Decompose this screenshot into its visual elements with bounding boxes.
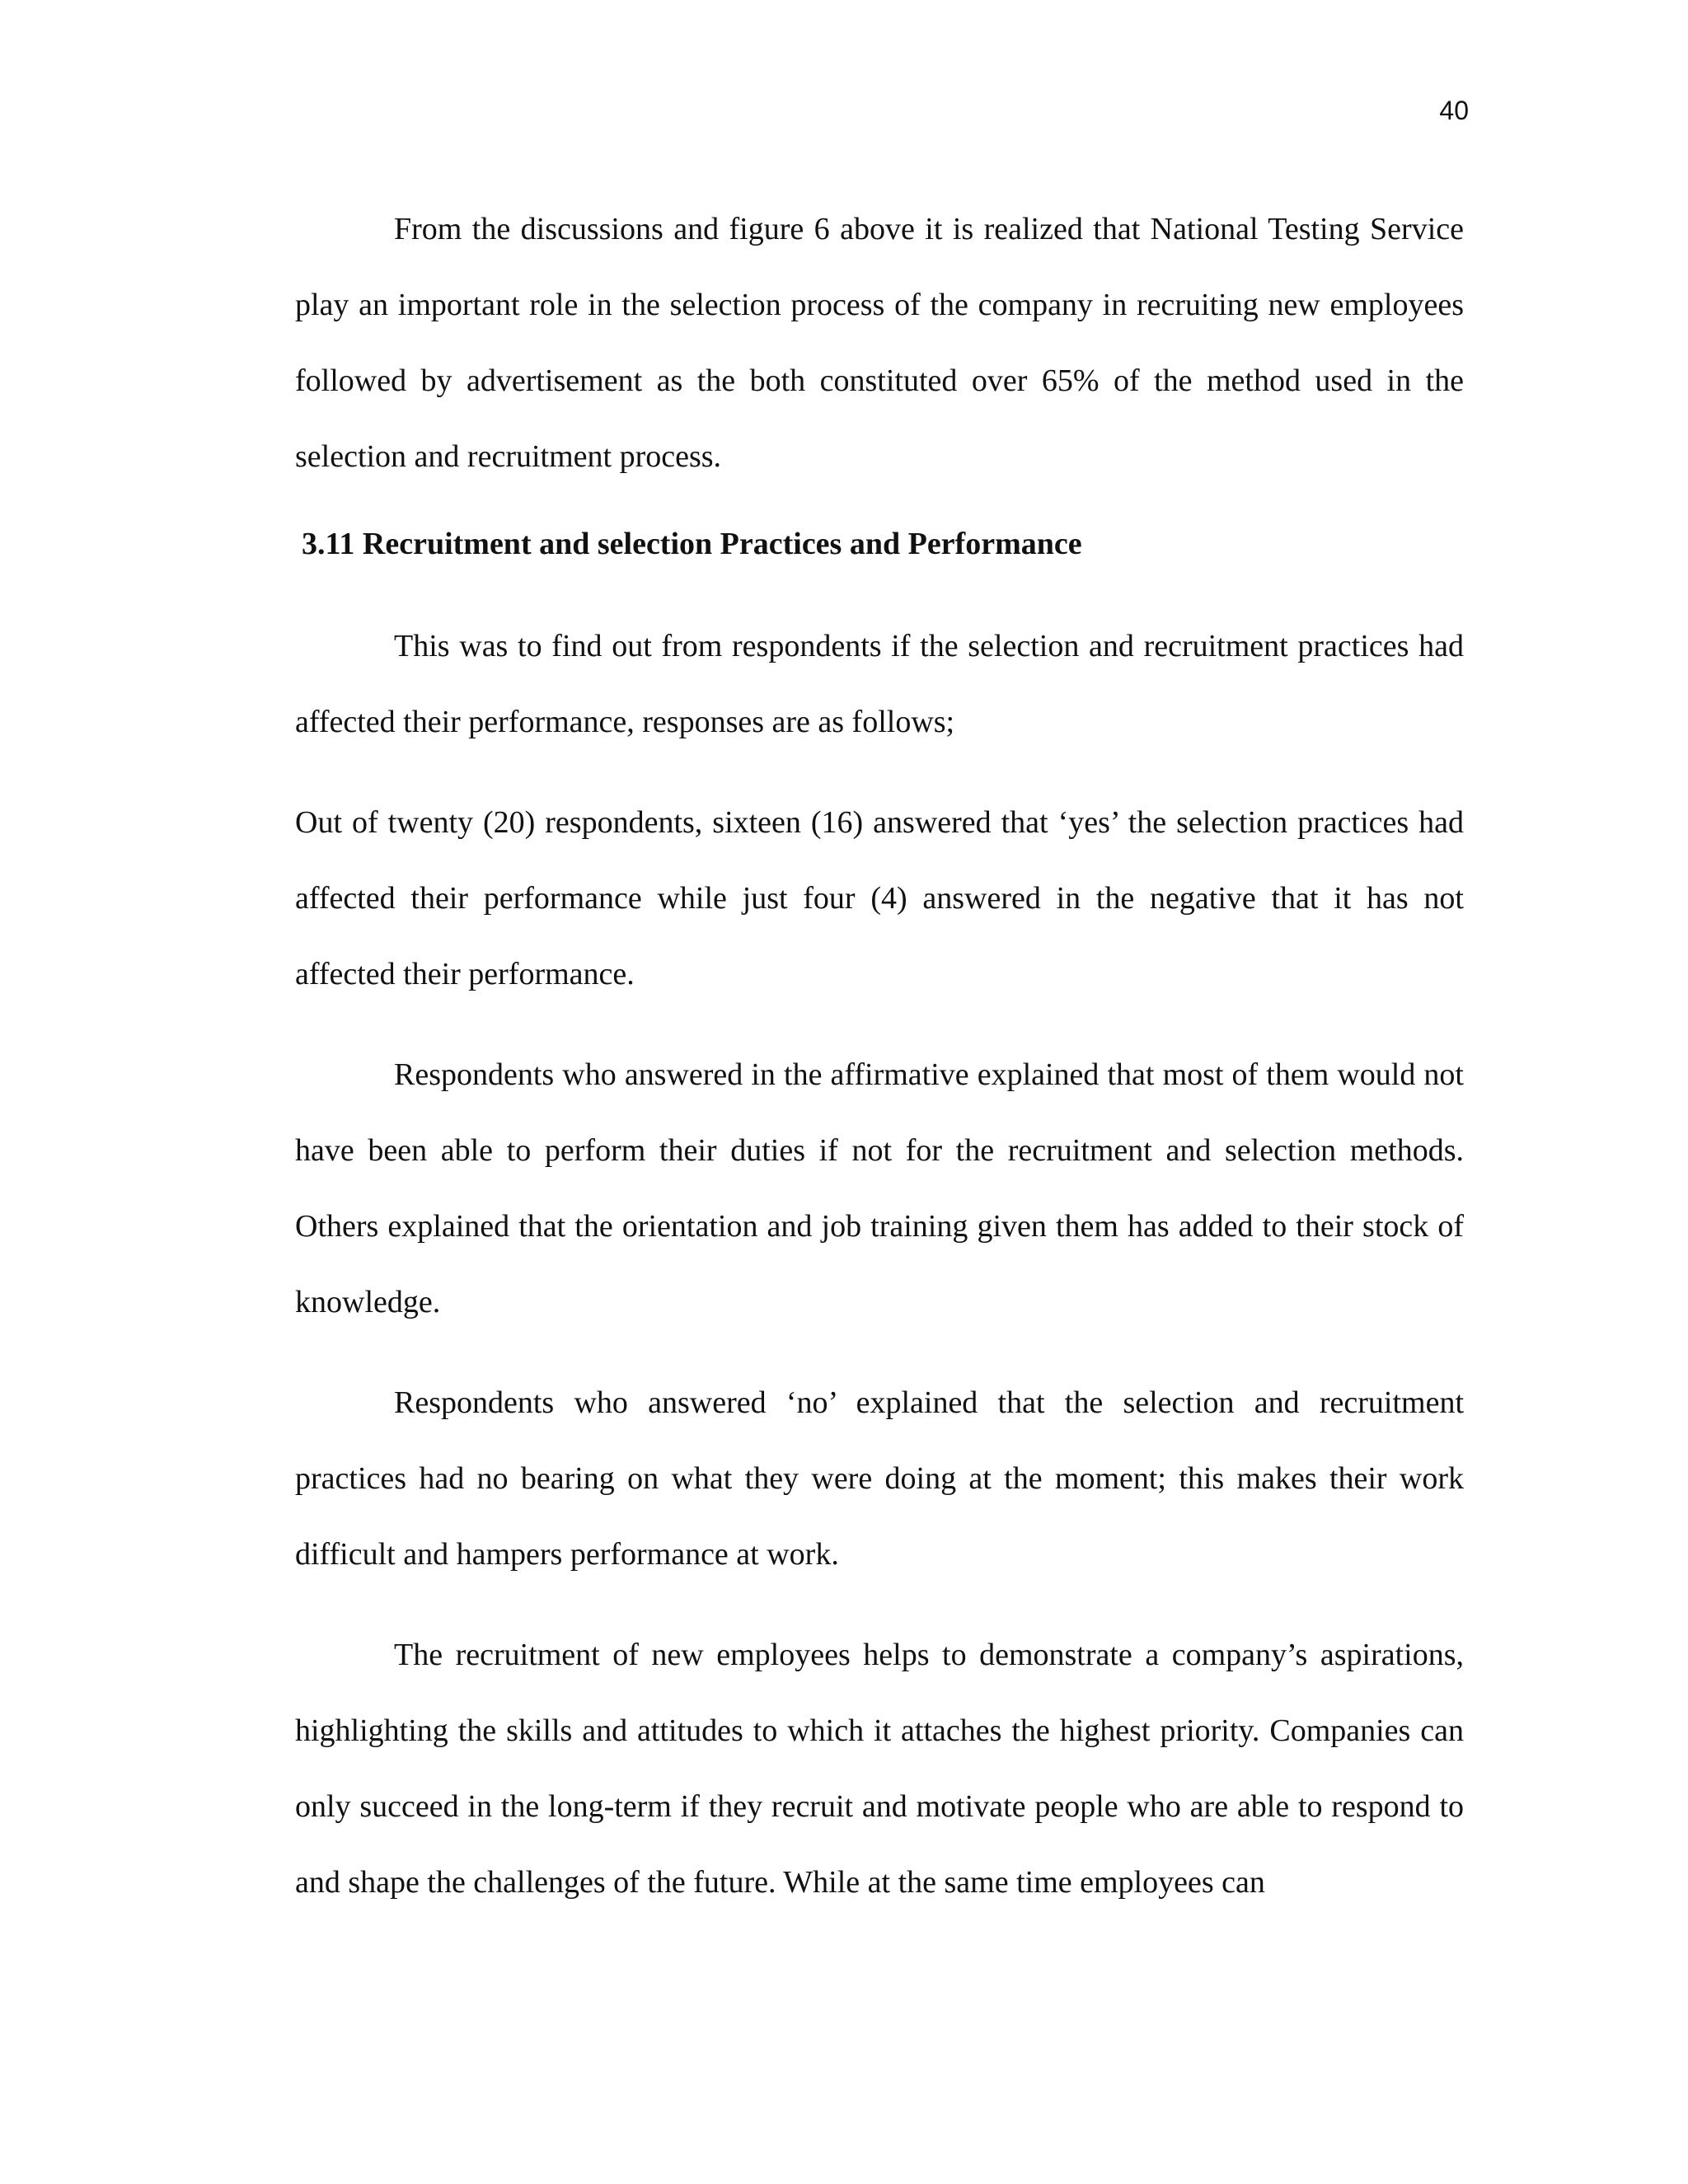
paragraph-purpose: This was to find out from respondents if the selection and recruitment practices had affected their performance, responses are as follows; [295,629,1464,739]
page-body [295,191,1464,1945]
page-number: 40 [1439,96,1469,125]
paragraph-responses: Out of twenty (20) respondents, sixteen (16) answered that ‘yes’ the selection practices had affected their performance while just four (4) answered in the negative that it has not affected their performance. [295,805,1464,991]
section-heading: 3.11 Recruitment and selection Practices and Performance [302,527,1082,561]
paragraph-negative: Respondents who answered ‘no’ explained that the selection and recruitment practices had no bearing on what they were doing at the moment; this makes their work difficult and hampers performance at work. [295,1385,1464,1572]
paragraph-affirmative: Respondents who answered in the affirmative explained that most of them would not have been able to perform their duties if not for the recruitment and selection methods. Others explained that the orientation and job training given them has added to their stock of knowledge. [295,1057,1464,1319]
paragraph-intro: From the discussions and figure 6 above it is realized that National Testing Service play an important role in the selection process of the company in recruiting new employees followed by advertisement as the both constituted over 65% of the method used in the selection and recruitment process. [295,212,1464,474]
paragraph-recruitment: The recruitment of new employees helps to demonstrate a company’s aspirations, highlighting the skills and attitudes to which it attaches the highest priority. Companies can only succeed in the long-term if they recruit and motivate people who are able to respond to and shape the challenges of the future. While at the same time employees can [295,1638,1464,1900]
